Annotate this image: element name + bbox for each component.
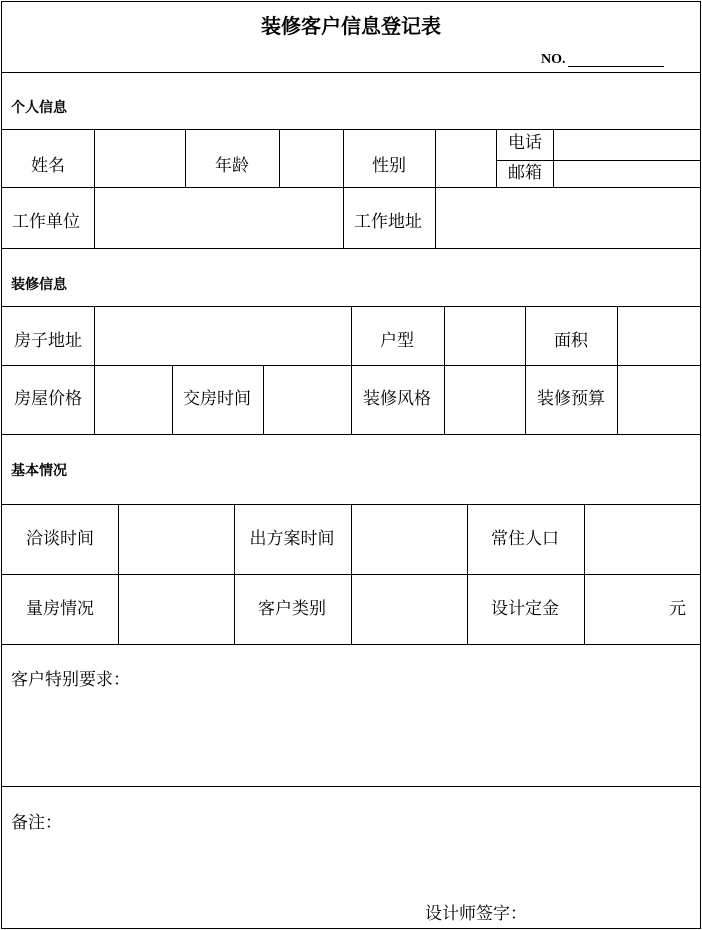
section-personal-info: 个人信息 bbox=[11, 100, 67, 116]
special-requirements-field[interactable] bbox=[11, 696, 695, 780]
special-requirements-label: 客户特别要求： bbox=[11, 670, 130, 690]
form-title: 装修客户信息登记表 bbox=[261, 14, 441, 38]
layout-label: 户型 bbox=[380, 331, 414, 351]
section-basic-info: 基本情况 bbox=[11, 463, 67, 479]
employer-label: 工作单位 bbox=[12, 212, 80, 232]
handover-time-label: 交房时间 bbox=[183, 389, 251, 409]
email-label: 邮箱 bbox=[508, 163, 542, 183]
work-address-label: 工作地址 bbox=[354, 212, 422, 232]
measurement-label: 量房情况 bbox=[26, 599, 94, 619]
form-number-field[interactable] bbox=[568, 66, 664, 67]
negotiation-time-label: 洽谈时间 bbox=[26, 529, 94, 549]
decoration-budget-label: 装修预算 bbox=[537, 389, 605, 409]
age-label: 年龄 bbox=[215, 156, 249, 176]
gender-label: 性别 bbox=[372, 156, 406, 176]
designer-signature-field[interactable] bbox=[527, 902, 693, 924]
decoration-style-label: 装修风格 bbox=[363, 389, 431, 409]
design-deposit-label: 设计定金 bbox=[491, 599, 559, 619]
notes-field[interactable] bbox=[11, 838, 695, 898]
plan-time-label: 出方案时间 bbox=[249, 529, 335, 549]
house-price-label: 房屋价格 bbox=[14, 389, 82, 409]
designer-signature-label: 设计师签字： bbox=[425, 904, 527, 924]
section-renovation-info: 装修信息 bbox=[11, 277, 67, 293]
name-label: 姓名 bbox=[31, 156, 65, 176]
phone-label: 电话 bbox=[508, 133, 542, 153]
client-type-label: 客户类别 bbox=[258, 599, 326, 619]
form-number-label: NO. bbox=[541, 52, 566, 67]
area-label: 面积 bbox=[554, 331, 588, 351]
residents-label: 常住人口 bbox=[491, 529, 559, 549]
house-address-label: 房子地址 bbox=[14, 331, 82, 351]
currency-unit: 元 bbox=[669, 599, 686, 619]
notes-label: 备注： bbox=[11, 813, 62, 833]
